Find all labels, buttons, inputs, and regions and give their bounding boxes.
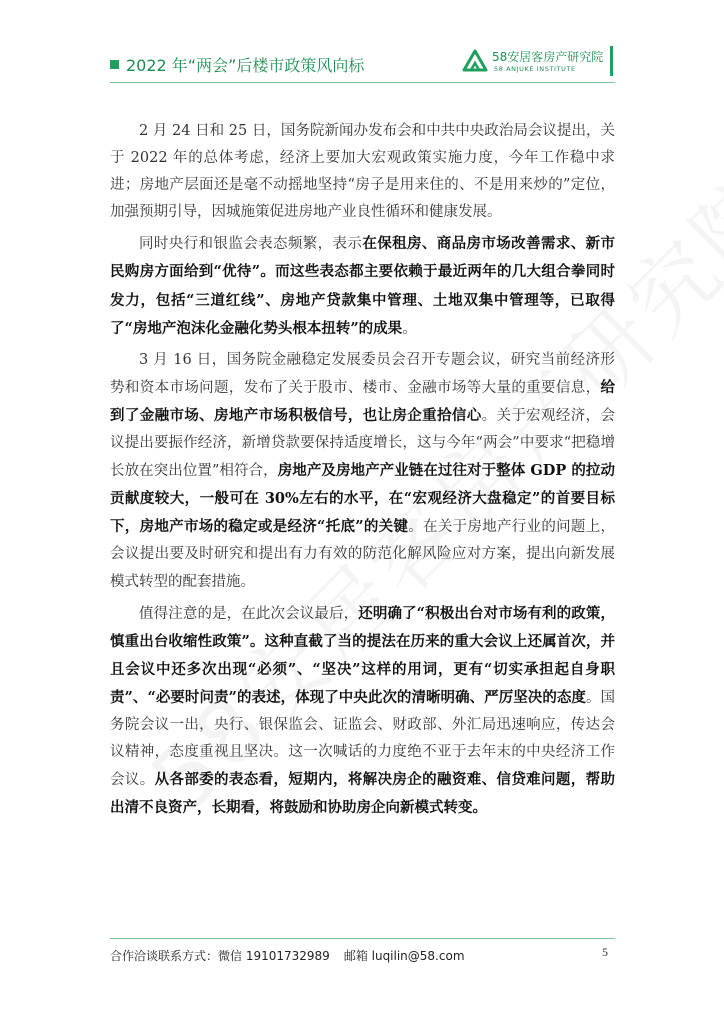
header-title: 2022 年“两会”后楼市政策风向标 — [126, 56, 365, 75]
paragraph-3-bold-b: 给到了金融市场、房地产市场积极信号，也让房企重拾信心 — [110, 378, 615, 424]
paragraph-3-text-a: 3 月 16 日，国务院金融稳定发展委员会召开专题会议，研究当前经济形势和资本市场问题，发布了关于股市、楼市、金融市场等大量的重要信息， — [110, 351, 615, 396]
paragraph-4-bold-d: 从各部委的表态看，短期内，将解决房企的融资难、信贷难问题，帮助出清不良资产，长期看，将鼓励和协助房企向新模式转变。 — [110, 771, 615, 817]
paragraph-3-bold-d: 房地产及房地产产业链在过往对于整体 GDP 的拉动贡献度较大，一般可在 30%左右的水平，在“宏观经济大盘稳定”的首要目标下，房地产市场的稳定或是经济“托底”的关键 — [110, 462, 615, 536]
paragraph-3-text-c: 。关于宏观经济，会议提出要振作经济，新增贷款要保持适度增长，这与今年“两会”中要求“把稳增长放在突出位置”相符合， — [110, 407, 616, 480]
paragraph-4 — [110, 600, 615, 823]
paragraph-2-bold: 在保租房、商品房市场改善需求、新市民购房方面给到“优待”。而这些表态都主要依赖于最近两年的几大组合拳同时发力，包括“三道红线”、房地产贷款集中管理、土地双集中管理等，已取得了“房地产泡沫化金融化势头根本扭转”的成果 — [110, 235, 616, 337]
footer-divider — [110, 938, 615, 939]
paragraph-1 — [110, 118, 615, 226]
footer-email: 邮箱 luqilin@58.com — [343, 949, 465, 963]
logo-english-name: 58 ANJUKE INSTITUTE — [494, 65, 576, 73]
paragraph-3-text-e: 。在关于房地产行业的问题上，会议提出要及时研究和提出有力有效的防范化解风险应对方案，提出向新发展模式转型的配套措施。 — [110, 519, 616, 590]
page-number: 5 — [602, 945, 608, 959]
institute-logo — [462, 46, 612, 78]
article-body — [110, 118, 615, 826]
header-accent-bar — [610, 46, 613, 76]
paragraph-3 — [110, 347, 615, 596]
paragraph-2-text-a: 同时央行和银监会表态频繁，表示 — [139, 236, 363, 253]
paragraph-2-text-c: 。 — [402, 320, 417, 337]
paragraph-4-text-c: 。国务院会议一出，央行、银保监会、证监会、财政部、外汇局迅速响应，传达会议精神，态度重视且坚决。这一次喊话的力度绝不亚于去年末的中央经济工作会议。 — [110, 689, 615, 789]
house-logo-icon — [462, 48, 488, 72]
paragraph-2 — [110, 230, 615, 342]
footer-wechat: 合作洽谈联系方式：微信 19101732989 — [110, 949, 330, 963]
paragraph-4-bold-b: 还明确了“积极出台对市场有利的政策，慎重出台收缩性政策”。这种直截了当的提法在历来的重大会议上还属首次，并且会议中还多次出现“必须”、“坚决”这样的用词，更有“切实承担起自身职责”、“必要时问责”的表述，体现了中央此次的清晰明确、严厉坚决的态度 — [110, 604, 615, 706]
paragraph-1-text: 2 月 24 日和 25 日，国务院新闻办发布会和中共中央政治局会议提出，关于 2022 年的总体考虑，经济上要加大宏观政策实施力度，今年工作稳中求进；房地产层面还是毫不动摇地坚持“房子是用来住的、不是用来炒的”定位，加强预期引导，因城施策促进房地产业良性循环和健康发展。 — [110, 123, 615, 221]
paragraph-4-text-a: 值得注意的是，在此次会议最后， — [139, 605, 359, 622]
footer-contact — [110, 947, 465, 964]
logo-chinese-name: 58安居客房产研究院 — [492, 50, 604, 64]
page-header — [110, 42, 615, 82]
header-divider — [110, 82, 615, 83]
header-square-icon — [110, 60, 119, 69]
